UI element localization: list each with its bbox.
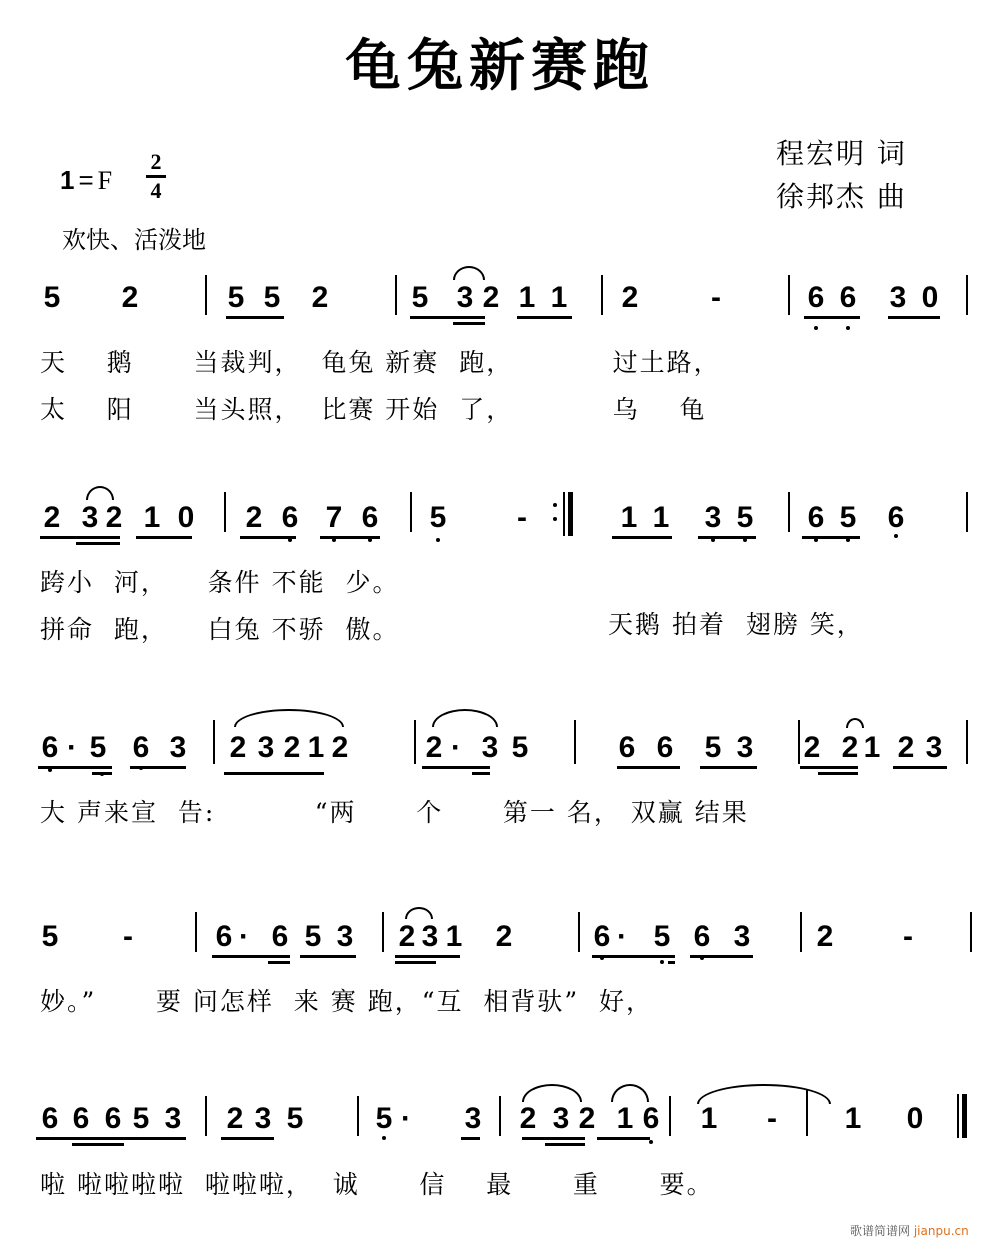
note: 2 (229, 731, 247, 764)
sixteenth-beam (668, 961, 675, 964)
note: 3 (464, 1102, 482, 1135)
note: 3 (736, 731, 754, 764)
sixteenth-beam (72, 1143, 124, 1146)
note: 1 (518, 281, 536, 314)
note: 6 (281, 501, 299, 534)
note: 5 (43, 281, 61, 314)
tie (697, 1084, 831, 1104)
note: 3 (254, 1102, 272, 1135)
note: 3 (925, 731, 943, 764)
note: 5 (429, 501, 447, 534)
eighth-beam (888, 316, 940, 319)
note: 1 (620, 501, 638, 534)
note: 2 (519, 1102, 537, 1135)
note: 3 (552, 1102, 570, 1135)
barline (195, 912, 197, 952)
low-octave-dot (382, 1136, 386, 1140)
augmentation-dot: · (451, 731, 461, 764)
note: 2 (578, 1102, 596, 1135)
slur (432, 709, 498, 727)
sixteenth-beam (453, 322, 485, 325)
repeat-barline-thin (563, 492, 565, 536)
eighth-beam (221, 1137, 274, 1140)
slur (405, 907, 433, 919)
sixteenth-beam (224, 772, 324, 775)
barline (499, 1096, 501, 1136)
barline (382, 912, 384, 952)
watermark-site: 歌谱简谱网 (850, 1224, 911, 1238)
note: 6 (361, 501, 379, 534)
note: 7 (325, 501, 343, 534)
barline (669, 1096, 671, 1136)
eighth-beam (226, 316, 284, 319)
note: 6 (593, 920, 611, 953)
dash-sustain: - (767, 1102, 777, 1135)
final-barline-thin (957, 1094, 959, 1138)
slur (611, 1084, 649, 1102)
note: 5 (227, 281, 245, 314)
repeat-dot (553, 517, 557, 521)
sixteenth-beam (92, 772, 112, 775)
note: 5 (304, 920, 322, 953)
note: 2 (105, 501, 123, 534)
note: 2 (331, 731, 349, 764)
lyric-line: 天鹅 拍着 翅膀 笑， (608, 610, 864, 639)
barline (601, 275, 603, 315)
note: 3 (81, 501, 99, 534)
note: 2 (425, 731, 443, 764)
slur (522, 1084, 582, 1102)
eighth-beam (592, 955, 675, 958)
eighth-beam (802, 536, 860, 539)
sixteenth-beam (472, 772, 490, 775)
note: 2 (283, 731, 301, 764)
eighth-beam (212, 955, 290, 958)
barline (213, 720, 215, 764)
low-octave-dot (436, 538, 440, 542)
slur (453, 266, 485, 280)
barline (410, 492, 412, 532)
note: 5 (839, 501, 857, 534)
note: 1 (863, 731, 881, 764)
eighth-beam (395, 955, 460, 958)
barline (798, 720, 800, 764)
key-equals: = (78, 165, 94, 195)
note: 6 (656, 731, 674, 764)
note: 2 (841, 731, 859, 764)
note: 1 (652, 501, 670, 534)
barline (800, 912, 802, 952)
eighth-beam (522, 1137, 585, 1140)
augmentation-dot: · (239, 920, 249, 953)
eighth-beam (240, 536, 296, 539)
note: 2 (495, 920, 513, 953)
sixteenth-beam (818, 772, 858, 775)
note: 5 (511, 731, 529, 764)
watermark-url: jianpu.cn (913, 1224, 969, 1238)
eighth-beam (132, 1137, 186, 1140)
barline (966, 492, 968, 532)
note: 5 (411, 281, 429, 314)
barline (574, 720, 576, 764)
lyric-line: 跨小 河， 条件 不能 少。 (40, 568, 400, 597)
eighth-beam (422, 766, 490, 769)
note: 3 (733, 920, 751, 953)
eighth-beam (690, 955, 753, 958)
note: 6 (807, 501, 825, 534)
note: 2 (621, 281, 639, 314)
eighth-beam (410, 316, 485, 319)
low-octave-dot (846, 326, 850, 330)
repeat-dot (553, 503, 557, 507)
barline (788, 492, 790, 532)
note: 6 (271, 920, 289, 953)
lyric-line: 妙。” 要 问怎样 来 赛 跑，“互 相背驮” 好， (40, 987, 654, 1016)
note: 6 (72, 1102, 90, 1135)
barline (205, 275, 207, 315)
note: 5 (653, 920, 671, 953)
note: 5 (263, 281, 281, 314)
slur (234, 709, 344, 727)
note: 0 (921, 281, 939, 314)
barline (395, 275, 397, 315)
eighth-beam (698, 536, 756, 539)
key-note: F (97, 166, 113, 195)
note: 6 (807, 281, 825, 314)
note: 2 (398, 920, 416, 953)
final-barline-thick (962, 1094, 967, 1138)
note: 3 (481, 731, 499, 764)
note: 0 (177, 501, 195, 534)
lyric-line: 天 鹅 当裁判， 龟兔 新赛 跑， 过土路， (40, 348, 721, 377)
barline (788, 275, 790, 315)
key-signature (60, 165, 112, 196)
song-title: 龟兔新赛跑 (345, 33, 655, 99)
note: 2 (43, 501, 61, 534)
low-octave-dot (814, 326, 818, 330)
barline (357, 1096, 359, 1136)
time-numerator: 2 (150, 149, 162, 174)
note: 5 (375, 1102, 393, 1135)
note: 3 (704, 501, 722, 534)
eighth-beam (700, 766, 757, 769)
note: 6 (839, 281, 857, 314)
note: 2 (803, 731, 821, 764)
note: 6 (41, 1102, 59, 1135)
eighth-beam (597, 1137, 650, 1140)
eighth-beam (40, 536, 120, 539)
barline (414, 720, 416, 764)
note: 6 (642, 1102, 660, 1135)
note: 0 (906, 1102, 924, 1135)
barline (224, 492, 226, 532)
note: 1 (307, 731, 325, 764)
note: 3 (421, 920, 439, 953)
augmentation-dot: · (401, 1102, 411, 1135)
augmentation-dot: · (617, 920, 627, 953)
note: 1 (143, 501, 161, 534)
eighth-beam (130, 766, 186, 769)
note: 2 (816, 920, 834, 953)
note: 6 (887, 501, 905, 534)
lyricist-credit: 程宏明 词 (776, 137, 907, 170)
low-octave-dot (660, 960, 664, 964)
note: 5 (132, 1102, 150, 1135)
note: 5 (89, 731, 107, 764)
composer-credit: 徐邦杰 曲 (776, 180, 907, 213)
eighth-beam (804, 316, 860, 319)
note: 1 (550, 281, 568, 314)
time-signature (146, 150, 166, 203)
note: 5 (41, 920, 59, 953)
eighth-beam (517, 316, 572, 319)
note: 6 (215, 920, 233, 953)
key-do: 1 (60, 165, 75, 195)
barline (205, 1096, 207, 1136)
note: 1 (700, 1102, 718, 1135)
sixteenth-beam (545, 1143, 585, 1146)
tempo-marking: 欢快、活泼地 (62, 226, 206, 254)
note: 6 (104, 1102, 122, 1135)
note: 2 (245, 501, 263, 534)
watermark (850, 1222, 969, 1239)
slur (846, 718, 864, 728)
note: 5 (736, 501, 754, 534)
eighth-beam (612, 536, 672, 539)
note: 6 (41, 731, 59, 764)
note: 6 (693, 920, 711, 953)
note: 3 (889, 281, 907, 314)
note: 3 (164, 1102, 182, 1135)
lyric-line: 太 阳 当头照， 比赛 开始 了， 乌 龟 (40, 395, 707, 424)
note: 3 (257, 731, 275, 764)
note: 5 (286, 1102, 304, 1135)
note: 2 (897, 731, 915, 764)
barline (578, 912, 580, 952)
dash-sustain: - (123, 920, 133, 953)
repeat-barline-thick (568, 492, 573, 536)
eighth-beam (617, 766, 680, 769)
lyric-line: 拼命 跑， 白兔 不骄 傲。 (40, 615, 400, 644)
dash-sustain: - (517, 501, 527, 534)
eighth-beam (800, 766, 858, 769)
note: 6 (132, 731, 150, 764)
eighth-beam (461, 1137, 480, 1140)
note: 2 (121, 281, 139, 314)
note: 3 (456, 281, 474, 314)
sixteenth-beam (268, 961, 290, 964)
note: 6 (618, 731, 636, 764)
note: 2 (311, 281, 329, 314)
eighth-beam (320, 536, 380, 539)
note: 3 (336, 920, 354, 953)
eighth-beam (136, 536, 192, 539)
eighth-beam (38, 766, 112, 769)
note: 5 (704, 731, 722, 764)
barline (970, 912, 972, 952)
sixteenth-beam (76, 542, 120, 545)
low-octave-dot (649, 1140, 653, 1144)
note: 1 (616, 1102, 634, 1135)
note: 3 (169, 731, 187, 764)
lyric-line: 啦 啦啦啦啦 啦啦啦， 诚 信 最 重 要。 (40, 1170, 714, 1199)
note: 1 (445, 920, 463, 953)
time-denominator: 4 (150, 178, 162, 203)
barline (966, 275, 968, 315)
eighth-beam (893, 766, 947, 769)
sixteenth-beam (395, 961, 436, 964)
dash-sustain: - (903, 920, 913, 953)
note: 2 (482, 281, 500, 314)
barline (966, 720, 968, 764)
lyric-line: 大 声来宣 告: “两 个 第一 名， 双赢 结果 (40, 798, 749, 827)
augmentation-dot: · (67, 731, 77, 764)
note: 2 (226, 1102, 244, 1135)
dash-sustain: - (711, 281, 721, 314)
low-octave-dot (894, 534, 898, 538)
slur (86, 486, 114, 500)
eighth-beam (300, 955, 356, 958)
note: 1 (844, 1102, 862, 1135)
